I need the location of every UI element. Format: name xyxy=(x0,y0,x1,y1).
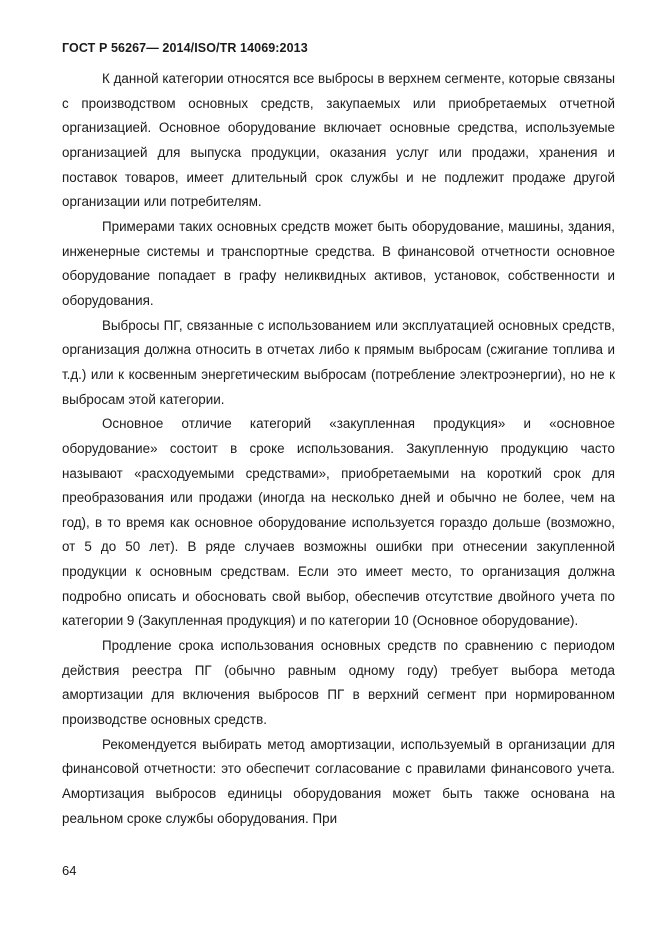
paragraph-4: Основное отличие категорий «закупленная продукция» и «основное оборудование» состоит в сроке использования. Закупленную продукцию часто называют «расходуемыми средствами», приобретаемыми на короткий срок для преобразования или продажи (иногда на несколько дней и обычно не более, чем на год), в то время как основное оборудование используется гораздо дольше (возможно, от 5 до 50 лет). В ряде случаев возможны ошибки при отнесении закупленной продукции к основным средствам. Если это имеет место, то организация должна подробно описать и обосновать свой выбор, обеспечив отсутствие двойного учета по категории 9 (Закупленная продукция) и по категории 10 (Основное оборудование). xyxy=(62,416,615,629)
paragraph-5: Продление срока использования основных средств по сравнению с периодом действия реестра ПГ (обычно равным одному году) требует выбора метода амортизации для включения выбросов ПГ в верхний сегмент при нормированном производстве основных средств. xyxy=(62,638,615,728)
document-body xyxy=(62,67,615,831)
page-number: 64 xyxy=(62,863,77,878)
paragraph-1: К данной категории относятся все выбросы в верхнем сегменте, которые связаны с производством основных средств, закупаемых или приобретаемых отчетной организацией. Основное оборудование включает основные средства, используемые организацией для выпуска продукции, оказания услуг или продажи, хранения и поставок товаров, имеет длительный срок службы и не подлежит продаже другой организации или потребителям. xyxy=(62,71,615,210)
paragraph-2: Примерами таких основных средств может быть оборудование, машины, здания, инженерные системы и транспортные средства. В финансовой отчетности основное оборудование попадает в графу неликвидных активов, установок, собственности и оборудования. xyxy=(62,218,615,308)
document-header: ГОСТ Р 56267— 2014/ISO/TR 14069:2013 xyxy=(62,41,308,55)
paragraph-6: Рекомендуется выбирать метод амортизации, используемый в организации для финансовой отчетности: это обеспечит согласование с правилами финансового учета. Амортизация выбросов единицы оборудования может быть также основана на реальном сроке службы оборудования. При xyxy=(62,736,615,826)
paragraph-3: Выбросы ПГ, связанные с использованием или эксплуатацией основных средств, организация должна относить в отчетах либо к прямым выбросам (сжигание топлива и т.д.) или к косвенным энергетическим выбросам (потребление электроэнергии), но не к выбросам этой категории. xyxy=(62,317,615,407)
